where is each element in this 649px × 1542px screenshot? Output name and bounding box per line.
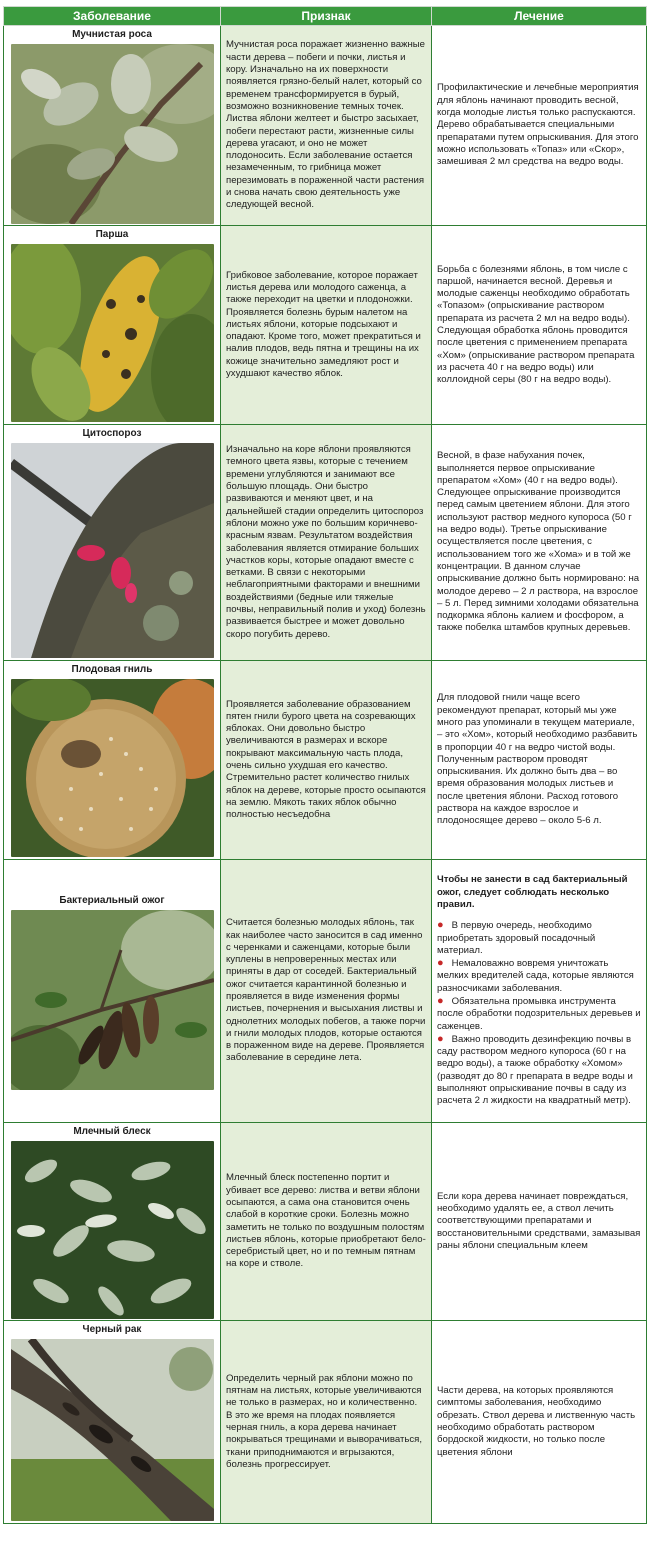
- scab-photo: [11, 244, 214, 422]
- table-row: [4, 26, 647, 226]
- treatment-bullet: ● Важно проводить дезинфекцию почвы в саду раствором медного купороса (60 г на ведро воды), а также обработку «Хомом» (разводят до 80 г препарата в ведре воды и выполняют опрыскивание почвы в саду из расчета 2 л жидкости на квадратный метр).: [437, 1032, 633, 1107]
- bullet-dot-icon: ●: [437, 995, 444, 1007]
- symptom-cell: Проявляется заболевание образованием пятен гнили бурого цвета на созревающих яблоках. Они довольно быстро увеличиваются в размерах и вскоре покрывают максимальную часть плода, очень сильно ухудшая его качество. Стремительно растет количество гнилых яблок на дереве, которые просто осыпаются на землю. Мякоть таких яблок обычно полностью несъедобна: [221, 661, 432, 860]
- disease-name: Мучнистая роса: [72, 29, 152, 40]
- disease-cell: [4, 661, 221, 860]
- black-canker-photo: [11, 1339, 214, 1521]
- powdery-mildew-photo: [11, 44, 214, 224]
- disease-cell: [4, 425, 221, 661]
- treatment-bullet: ● Обязательна промывка инструмента после обработки подозрительных деревьев и саженцев.: [437, 995, 641, 1032]
- disease-name: Черный рак: [82, 1324, 142, 1335]
- treatment-cell: Части дерева, на которых проявляются симптомы заболевания, необходимо обрезать. Ствол дерева и лиственную часть необходимо обработать раствором бордоской жидкости, но только после цветения яблони: [432, 1321, 647, 1524]
- table-row: [4, 1321, 647, 1524]
- table-row: [4, 425, 647, 661]
- treatment-cell: Если кора дерева начинает повреждаться, необходимо удалять ее, а ствол лечить соответствующими препаратами и восстановительными средствами, замазывая раны яблони специальным клеем: [432, 1123, 647, 1321]
- treatment-cell: Для плодовой гнили чаще всего рекомендуют препарат, который мы уже много раз упоминали в текущем материале, – это «Хом», который необходимо разбавить в пропорции 40 г на ведро чистой воды. Полученным раствором проводят опрыскивания. Их должно быть два – во время образования молодых листьев и после цветения яблони. Расход готового раствора на каждое взрослое и плодоносящее дерево – около 5-6 л.: [432, 661, 647, 860]
- disease-name: Плодовая гниль: [71, 664, 153, 675]
- symptom-cell: Мучнистая роса поражает жизненно важные части дерева – побеги и почки, листья и кору. Изначально на их поверхности появляется грязно-белый налет, который со временем трансформируется в бурый, возможно возникновение темных точек. Листва яблони желтеет и быстро засыхает, побеги перестают расти, жизненные силы дерева угасают, и оно не может плодоносить. Если заболевание остается незамеченным, то грибница может перезимовать в пораженной части растения и снова начать свою деятельность уже следующей весной.: [221, 26, 432, 226]
- symptom-cell: Млечный блеск постепенно портит и убивает все дерево: листва и ветви яблони осыпаются, а сама она становится очень слабой в короткие сроки. Болезнь можно заметить не только по воздушным полостям листьев яблонь, которые приобретают бело-серебристый цвет, но и по темным пятнам на коре и стволе.: [221, 1123, 432, 1321]
- header-disease: Заболевание: [4, 7, 221, 26]
- treatment-bullet: ● В первую очередь, необходимо приобретать здоровый посадочный материал.: [437, 919, 596, 956]
- treatment-bullet: ● Немаловажно вовремя уничтожать мелких вредителей сада, которые являются разносчиками заболевания.: [437, 957, 634, 994]
- symptom-cell: Грибковое заболевание, которое поражает листья дерева или молодого саженца, а также переходит на цветки и плодоножки. Проявляется болезнь бурым налетом на листьях яблони, которые подсыхают и опадают. Кроме того, может прекратиться и налив плодов, ведь пятна и трещины на их кожице значительно замедляют рост и ухудшают качество яблок.: [221, 226, 432, 425]
- treatment-cell: Весной, в фазе набухания почек, выполняется первое опрыскивание препаратом «Хом» (40 г на ведро воды). Следующее опрыскивание производится перед самым цветением яблони. Для этого используют раствор медного купороса (50 г на ведро воды). Третье опрыскивание осуществляется после цветения, с использованием того же «Хома» и в той же концентрации. В данном случае опрыскивание должно быть нормировано: на молодое дерево – 2 л раствора, на взрослое – 5 л. Перед зимними холодами обязательна подкормка яблонь калием и фосфором, а также побелка штамбов крупных деревьев.: [432, 425, 647, 661]
- table-row: [4, 226, 647, 425]
- bullet-dot-icon: ●: [437, 957, 444, 970]
- disease-cell: [4, 1123, 221, 1321]
- disease-cell: [4, 26, 221, 226]
- symptom-cell: Определить черный рак яблони можно по пятнам на листьях, которые увеличиваются не только в размерах, но и количественно. В это же время на плодах появляется черная гниль, а кора дерева начинает покрываться трещинами и выворачиваться, ткани приподнимаются и вгрызаются, болезнь прогрессирует.: [221, 1321, 432, 1524]
- table-row: [4, 661, 647, 860]
- symptom-cell: Изначально на коре яблони проявляются темного цвета язвы, которые с течением времени углубляются и занимают все большую площадь. Они быстро развиваются и меняют цвет, и на дальнейшей стадии определить цитоспороз яблони можно уже по большим коричнево-красным язвам. Результатом воздействия заболевания является отмирание больших участков коры, которые опадают вместе с ветками. В связи с некоторыми неблагоприятными факторами и внешними воздействиями (бедные или тяжелые почвы, неправильный полив и уход) болезнь развивается быстрее и может довольно скоро погубить дерево.: [221, 425, 432, 661]
- disease-table: [3, 6, 647, 1524]
- table-header-row: [4, 7, 647, 26]
- disease-name: Млечный блеск: [73, 1126, 151, 1137]
- disease-name: Бактериальный ожог: [59, 895, 165, 906]
- treatment-cell: Профилактические и лечебные мероприятия для яблонь начинают проводить весной, когда молодые листья только распускаются. Дерево обрабатывается специальными препаратами путем опрыскивания. Для этого можно использовать «Топаз» или «Скор», замешивая 2 мл средства на ведро воды.: [432, 26, 647, 226]
- disease-cell: [4, 860, 221, 1123]
- header-treatment: Лечение: [432, 7, 647, 26]
- disease-cell: [4, 226, 221, 425]
- fire-blight-photo: [11, 910, 214, 1090]
- treatment-lead: Чтобы не занести в сад бактериальный ожог, следует соблюдать несколько правил.: [437, 874, 628, 910]
- treatment-cell: [432, 860, 647, 1123]
- header-symptom: Признак: [221, 7, 432, 26]
- treatment-cell: Борьба с болезнями яблонь, в том числе с паршой, начинается весной. Деревья и молодые саженцы необходимо обработать «Топазом» (опрыскивание раствором препарата из расчета 2 мл на ведро воды). Следующая обработка яблонь проводится после цветения с применением препарата «Хом» (опрыскивание раствором препарата из расчета 40 г на ведро воды) или коллоидной серы (80 г на ведро воды).: [432, 226, 647, 425]
- table-row: [4, 860, 647, 1123]
- disease-name: Цитоспороз: [82, 428, 142, 439]
- bullet-dot-icon: ●: [437, 919, 444, 932]
- table-row: [4, 1123, 647, 1321]
- silver-leaf-photo: [11, 1141, 214, 1319]
- fruit-rot-photo: [11, 679, 214, 857]
- symptom-cell: Считается болезнью молодых яблонь, так как наиболее часто заносится в сад именно с черенками и саженцами, которые были куплены в непроверенных местах или приняты в дар от соседей. Бактериальный ожог считается карантинной болезнью и проявляется в виде изменения формы листьев, почернения и высыхания листвы и однолетних молодых побегов, а также порчи и гнили молодых плодов, которые остаются в пораженном виде на дереве. Проявляется заболевание в середине лета.: [221, 860, 432, 1123]
- disease-cell: [4, 1321, 221, 1524]
- bullet-dot-icon: ●: [437, 1032, 444, 1045]
- disease-name: Парша: [95, 229, 129, 240]
- cytosporosis-photo: [11, 443, 214, 658]
